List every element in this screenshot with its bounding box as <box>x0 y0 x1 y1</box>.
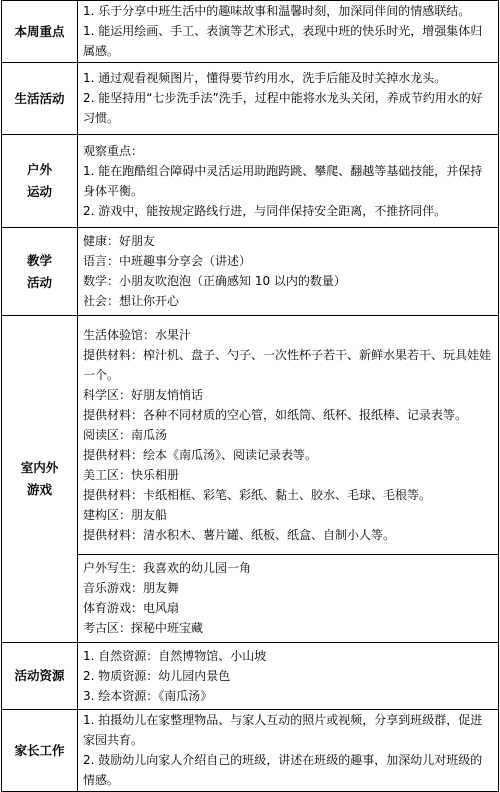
content-teaching <box>78 228 499 316</box>
content-line: 户外写生：我喜欢的幼儿园一角 <box>83 561 252 575</box>
content-line: 科学区：好朋友悄悄话 <box>83 387 204 402</box>
heading-resources <box>2 643 78 710</box>
content-line: 观察重点： <box>83 143 144 158</box>
content-line: 语言：中班趣事分享会（讲述） <box>83 254 252 268</box>
content-line: 1. 能运用绘画、手工、表演等艺术形式，表现中班的快乐时光，增强集体归属感。 <box>83 24 483 58</box>
content-line: 提供材料：绘本《南瓜汤》、阅读记录表等。 <box>83 447 318 462</box>
content-line: 提供材料：卡纸相框、彩笔、彩纸、黏土、胶水、毛球、毛根等。 <box>83 487 432 502</box>
content-line: 健康：好朋友 <box>83 234 156 248</box>
heading-line: 室内外 <box>20 460 59 475</box>
content-line: 1. 乐于分享中班生活中的趣味故事和温馨时刻，加深同伴间的情感联结。 <box>83 4 471 18</box>
heading-line: 生活活动 <box>14 90 65 106</box>
heading-focus <box>2 1 78 63</box>
heading-line: 教学 <box>26 252 52 268</box>
heading-line: 游戏 <box>26 482 52 497</box>
row-outdoor <box>2 135 499 228</box>
heading-life <box>2 63 78 135</box>
content-line: 1. 拍摄幼儿在家整理物品、与家人互动的照片或视频，分享到班级群，促进家园共育。 <box>83 713 483 747</box>
content-line: 生活体验馆：水果汁 <box>83 327 192 342</box>
content-line: 建构区：朋友船 <box>83 507 168 522</box>
row-games <box>2 316 499 555</box>
content-life <box>78 63 499 135</box>
weekly-plan-table <box>1 0 499 792</box>
content-line: 数学：小朋友吹泡泡（正确感知 10 以内的数量） <box>83 274 346 288</box>
content-parents <box>78 710 499 792</box>
content-line: 1. 自然资源：自然博物馆、小山坡 <box>83 648 267 663</box>
heading-line: 活动 <box>26 274 52 290</box>
content-line: 提供材料：榨汁机、盘子、勺子、一次性杯子若干、新鲜水果若干、玩具娃娃一个。 <box>83 347 492 382</box>
heading-parents <box>2 710 78 792</box>
row-focus <box>2 1 499 63</box>
heading-line: 本周重点 <box>14 23 65 39</box>
row-teaching <box>2 228 499 316</box>
content-line: 1. 通过观看视频图片，懂得要节约用水，洗手后能及时关掉水龙头。 <box>83 71 447 85</box>
heading-teaching <box>2 228 78 316</box>
content-line: 社会：想让你开心 <box>83 294 180 308</box>
content-line: 音乐游戏：朋友舞 <box>83 581 180 595</box>
content-line: 考古区：探秘中班宝藏 <box>83 621 204 635</box>
content-outdoor <box>78 135 499 228</box>
content-line: 2. 游戏中，能按规定路线行进，与同伴保持安全距离，不推挤同伴。 <box>83 203 447 218</box>
content-line: 提供材料：各种不同材质的空心管，如纸筒、纸杯、报纸棒、记录表等。 <box>83 407 468 422</box>
row-parents <box>2 710 499 792</box>
content-line: 体育游戏：电风扇 <box>83 601 180 615</box>
content-focus <box>78 1 499 63</box>
content-line: 提供材料：清水积木、薯片罐、纸板、纸盒、自制小人等。 <box>83 527 396 542</box>
heading-line: 运动 <box>26 184 52 199</box>
content-line: 美工区：快乐相册 <box>83 467 180 482</box>
heading-line: 家长工作 <box>14 742 65 758</box>
content-indoor-games <box>78 316 499 555</box>
row-resources <box>2 643 499 710</box>
heading-line: 活动资源 <box>14 668 65 683</box>
content-line: 1. 能在跑酷组合障碍中灵活运用助跑跨跳、攀爬、翻越等基础技能，并保持身体平衡。 <box>83 163 483 198</box>
heading-outdoor <box>2 135 78 228</box>
content-resources <box>78 643 499 710</box>
content-line: 2. 能坚持用“七步洗手法”洗手，过程中能将水龙头关闭，养成节约用水的好习惯。 <box>83 91 483 125</box>
content-line: 3. 绘本资源：《南瓜汤》 <box>83 688 213 703</box>
heading-games <box>2 316 78 643</box>
heading-line: 户外 <box>26 162 52 177</box>
row-life <box>2 63 499 135</box>
content-line: 2. 物质资源：幼儿园内景色 <box>83 668 231 683</box>
content-line: 2. 鼓励幼儿向家人介绍自己的班级，讲述在班级的趣事，加深幼儿对班级的情感。 <box>83 753 483 787</box>
content-line: 阅读区：南瓜汤 <box>83 427 168 442</box>
content-outdoor-games <box>78 555 499 643</box>
